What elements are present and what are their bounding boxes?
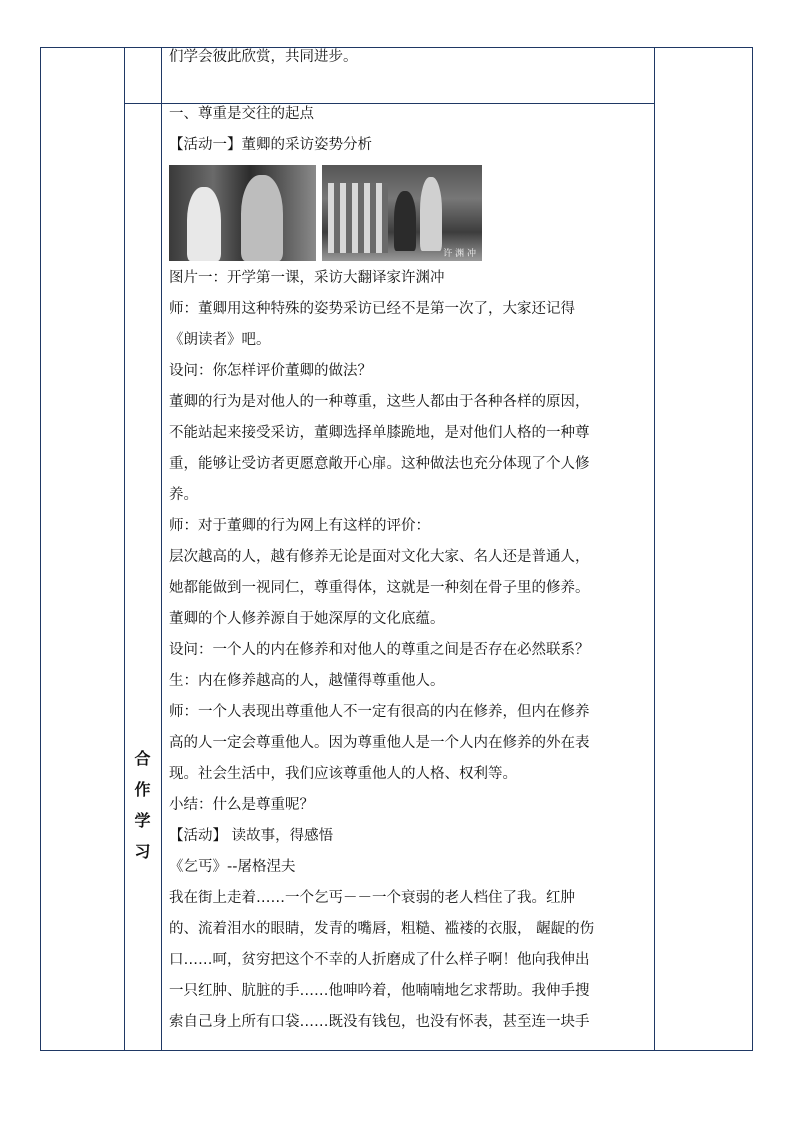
text-line: 高的人一定会尊重他人。因为尊重他人是一个人内在修养的外在表	[169, 735, 590, 751]
text-line: 层次越高的人，越有修养无论是面对文化大家、名人还是普通人，	[169, 549, 590, 565]
interview-photo-kneeling	[169, 165, 316, 261]
text-line: 小结：什么是尊重呢？	[169, 797, 314, 813]
text-line: 师：一个人表现出尊重他人不一定有很高的内在修养，但内在修养	[169, 704, 590, 720]
building-columns	[328, 183, 388, 253]
section-label-char: 合	[134, 749, 151, 768]
col-line-2	[124, 47, 125, 1051]
text-line: 一只红肿、肮脏的手……他呻吟着，他喃喃地乞求帮助。我伸手搜	[169, 983, 590, 999]
photo-caption-right: 许 渊 冲	[443, 249, 476, 259]
text-line: 现。社会生活中，我们应该尊重他人的人格、权利等。	[169, 766, 517, 782]
text-line: 不能站起来接受采访，董卿选择单膝跪地，是对他们人格的一种尊	[169, 425, 590, 441]
text-line: 董卿的个人修养源自于她深厚的文化底蕴。	[169, 611, 445, 627]
text-line: 我在街上走着……一个乞丐－－一个衰弱的老人档住了我。红肿	[169, 890, 575, 906]
text-line: 她都能做到一视同仁，尊重得体，这就是一种刻在骨子里的修养。	[169, 580, 590, 596]
text-line: 的、流着泪水的眼睛，发青的嘴唇，粗糙、褴褛的衣服， 龌龊的伤	[169, 921, 595, 937]
text-line: 养。	[169, 487, 198, 503]
text-line: 师：对于董卿的行为网上有这样的评价：	[169, 518, 430, 534]
figure-person	[420, 177, 442, 251]
section-label-char: 习	[134, 842, 151, 861]
text-line: 设问：你怎样评价董卿的做法？	[169, 363, 372, 379]
top-row-text: 们学会彼此欣赏，共同进步。	[169, 49, 358, 65]
text-line: 【活动】 读故事，得感悟	[169, 828, 334, 844]
activity-one-title: 【活动一】董卿的采访姿势分析	[169, 137, 372, 153]
col-line-4	[654, 47, 655, 1051]
figure-host	[187, 187, 221, 261]
section-label-char: 学	[134, 811, 151, 830]
content-lines	[169, 263, 651, 1038]
section-heading: 一、尊重是交往的起点	[169, 106, 314, 122]
section-label-cooperative-learning	[124, 743, 161, 867]
figure-person	[394, 191, 416, 251]
col-line-5	[752, 47, 753, 1051]
text-line: 口……呵，贫穷把这个不幸的人折磨成了什么样子啊！他向我伸出	[169, 952, 590, 968]
top-row-cell	[169, 42, 649, 73]
text-line: 图片一：开学第一课，采访大翻译家许渊冲	[169, 270, 445, 286]
interview-photo-group	[322, 165, 482, 261]
text-line: 索自己身上所有口袋……既没有钱包，也没有怀表，甚至连一块手	[169, 1014, 590, 1030]
text-line: 《朗读者》吧。	[169, 332, 271, 348]
col-line-1	[40, 47, 41, 1051]
text-line: 生：内在修养越高的人，越懂得尊重他人。	[169, 673, 445, 689]
section-label-char: 作	[134, 780, 151, 799]
text-line: 设问：一个人的内在修养和对他人的尊重之间是否存在必然联系？	[169, 642, 590, 658]
photo-row	[169, 165, 651, 261]
col-line-3	[161, 47, 162, 1051]
text-line: 重，能够让受访者更愿意敞开心扉。这种做法也充分体现了个人修	[169, 456, 590, 472]
text-line: 师：董卿用这种特殊的姿势采访已经不是第一次了，大家还记得	[169, 301, 575, 317]
text-line: 《乞丐》--屠格涅夫	[169, 859, 296, 875]
main-content-cell	[169, 99, 651, 1038]
table-border-bottom	[40, 1050, 753, 1051]
figure-guest	[241, 175, 283, 261]
text-line: 董卿的行为是对他人的一种尊重，这些人都由于各种各样的原因，	[169, 394, 590, 410]
